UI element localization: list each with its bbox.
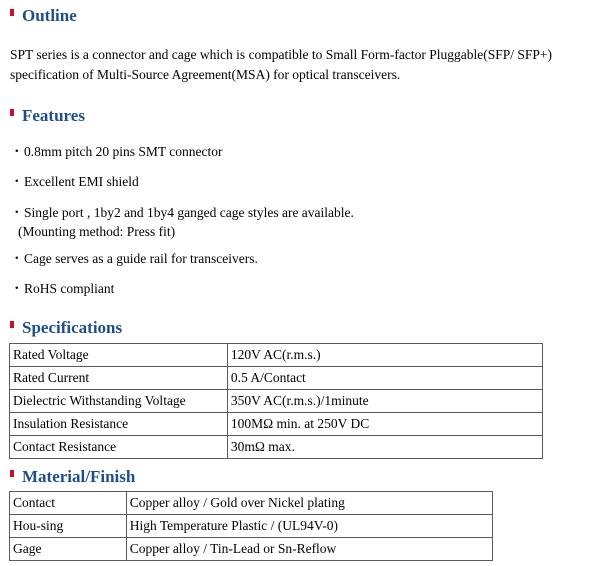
table-row [10,436,543,459]
spec-value: 120V AC(r.m.s.) [227,344,542,367]
outline-text: SPT series is a connector and cage which is compatible to Small Form-factor Pluggable(SFP/ SFP+) specification of Multi-Source Agreement(MSA) for optical transceivers. [10,47,553,82]
material-heading [10,467,135,487]
features-title: Features [22,106,85,125]
feature-item [10,249,258,268]
material-spec: Copper alloy / Gold over Nickel plating [126,492,492,515]
spec-value: 0.5 A/Contact [227,367,542,390]
table-row [10,538,493,561]
table-row [10,515,493,538]
specifications-title: Specifications [22,318,123,337]
section-marker-icon [10,9,14,16]
feature-text: 0.8mm pitch 20 pins SMT connector [24,144,223,159]
specifications-heading [10,318,122,338]
table-row [10,492,493,515]
table-row [10,367,543,390]
spec-label: Rated Voltage [10,344,228,367]
material-part: Gage [10,538,127,561]
material-spec: High Temperature Plastic / (UL94V-0) [126,515,492,538]
bullet-icon: ・ [10,281,24,296]
feature-item [10,279,114,298]
table-row [10,413,543,436]
table-row [10,390,543,413]
spec-label: Rated Current [10,367,228,390]
spec-value: 30mΩ max. [227,436,542,459]
section-marker-icon [10,109,14,116]
spec-label: Insulation Resistance [10,413,228,436]
feature-text: RoHS compliant [24,281,115,296]
spec-label: Contact Resistance [10,436,228,459]
spec-value: 350V AC(r.m.s.)/1minute [227,390,542,413]
specifications-table [9,343,543,459]
bullet-icon: ・ [10,144,24,159]
material-part: Contact [10,492,127,515]
bullet-icon: ・ [10,174,24,189]
material-table [9,491,493,561]
feature-text: Single port , 1by2 and 1by4 ganged cage styles are available. [24,205,354,220]
feature-item [10,203,354,241]
material-spec: Copper alloy / Tin-Lead or Sn-Reflow [126,538,492,561]
feature-note: (Mounting method: Press fit) [18,224,176,239]
bullet-icon: ・ [10,251,24,266]
outline-heading [10,6,77,26]
section-marker-icon [10,470,14,477]
feature-item [10,142,223,161]
feature-text: Cage serves as a guide rail for transceivers. [24,251,258,266]
section-marker-icon [10,321,14,328]
material-part: Hou-sing [10,515,127,538]
bullet-icon: ・ [10,205,24,220]
outline-title: Outline [22,6,77,25]
feature-item [10,172,139,191]
feature-text: Excellent EMI shield [24,174,139,189]
features-heading [10,106,85,126]
table-row [10,344,543,367]
material-title: Material/Finish [22,467,136,486]
spec-value: 100MΩ min. at 250V DC [227,413,542,436]
spec-label: Dielectric Withstanding Voltage [10,390,228,413]
